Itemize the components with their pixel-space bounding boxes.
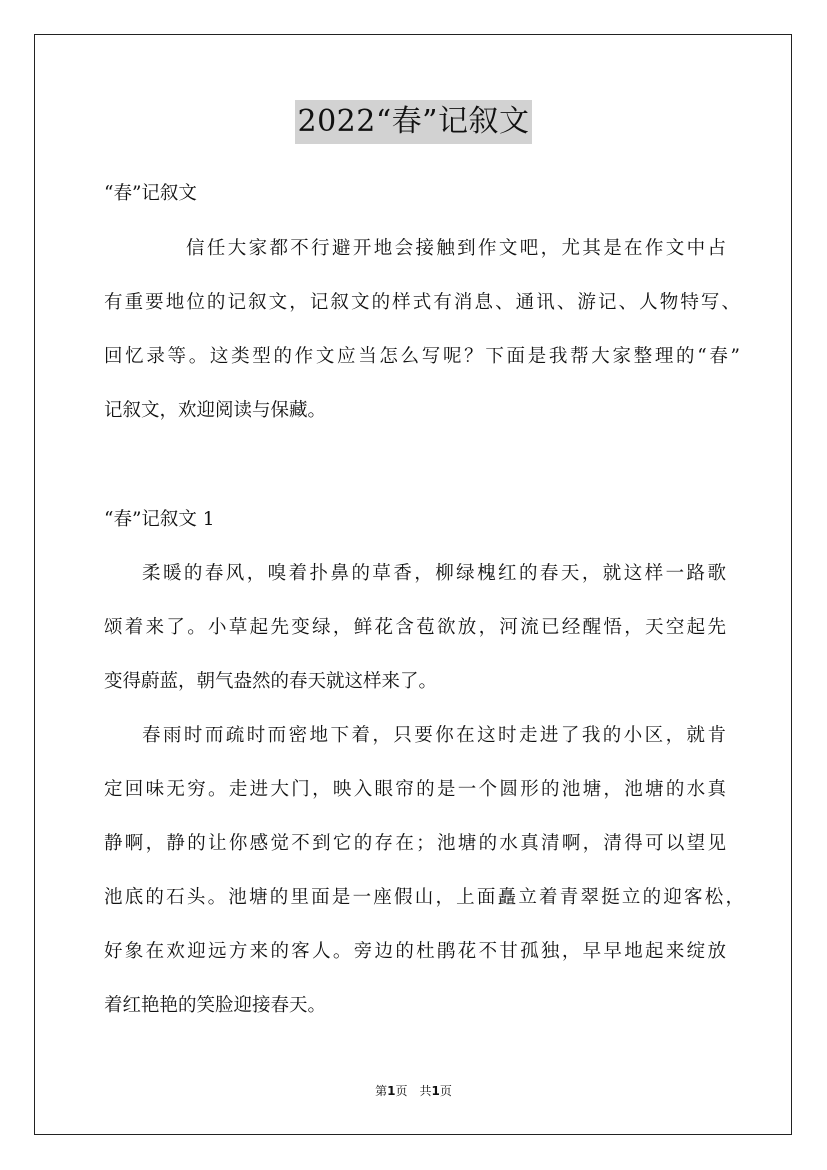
intro-line-4: 记叙文，欢迎阅读与保藏。 xyxy=(104,400,327,421)
intro-line-1: 信任大家都不行避开地会接触到作文吧，尤其是在作文中占 xyxy=(186,238,726,259)
paragraph2-line-4: 池底的石头。池塘的里面是一座假山，上面矗立着青翠挺立的迎客松， xyxy=(104,887,744,908)
paragraph2-line-6: 着红艳艳的笑脸迎接春天。 xyxy=(104,995,327,1016)
paragraph2-line-2: 定回味无穷。走进大门，映入眼帘的是一个圆形的池塘，池塘的水真 xyxy=(104,779,726,800)
paragraph2-line-1: 春雨时而疏时而密地下着，只要你在这时走进了我的小区，就肯 xyxy=(142,725,726,746)
page-footer xyxy=(0,1083,827,1099)
intro-line-2: 有重要地位的记叙文，记叙文的样式有消息、通讯、游记、人物特写、 xyxy=(104,292,740,313)
document-title: 2022“春”记叙文 xyxy=(295,100,531,144)
intro-line-3: 回忆录等。这类型的作文应当怎么写呢？下面是我帮大家整理的“春” xyxy=(104,346,740,367)
footer-page-suffix: 页 共 xyxy=(395,1084,432,1098)
paragraph1-line-2: 颂着来了。小草起先变绿，鲜花含苞欲放，河流已经醒悟，天空起先 xyxy=(104,617,726,638)
paragraph1-line-3: 变得蔚蓝，朝气盎然的春天就这样来了。 xyxy=(104,671,438,692)
paragraph1-line-1: 柔暖的春风，嗅着扑鼻的草香，柳绿槐红的春天，就这样一路歌 xyxy=(142,563,726,584)
paragraph2-line-3: 静啊，静的让你感觉不到它的存在；池塘的水真清啊，清得可以望见 xyxy=(104,833,726,854)
footer-total-pages: 1 xyxy=(431,1084,440,1098)
document-heading: “春”记叙文 xyxy=(104,183,197,204)
paragraph2-line-5: 好象在欢迎远方来的客人。旁边的杜鹃花不甘孤独，早早地起来绽放 xyxy=(104,941,726,962)
section-heading: “春”记叙文 1 xyxy=(104,509,215,530)
footer-total-suffix: 页 xyxy=(439,1084,452,1098)
title-container xyxy=(0,100,827,144)
footer-page-prefix: 第 xyxy=(375,1084,388,1098)
footer-page-number: 1 xyxy=(387,1084,396,1098)
